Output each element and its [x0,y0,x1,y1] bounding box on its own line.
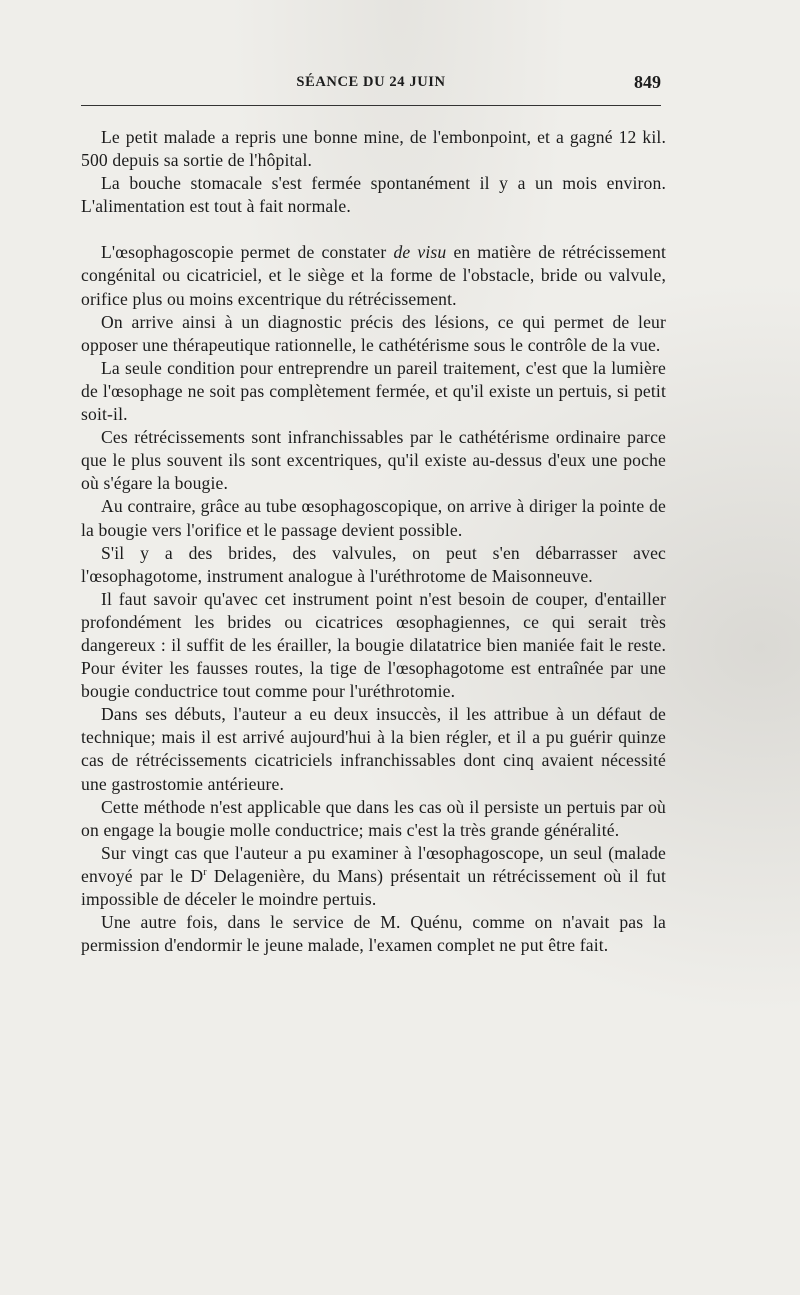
paragraph-text: Delagenière, du Mans) présentait un rétrécissement où il fut impossible de déceler le moindre pertuis. [81,865,666,909]
paragraph-text: Sur vingt cas que l'auteur a pu examiner à l'œsophagoscope, un seul (malade envoyé par le D [81,842,666,886]
header-rule [81,105,661,106]
paragraph: On arrive ainsi à un diagnostic précis des lésions, ce qui permet de leur opposer une thérapeutique rationnelle, le cathétérisme sous le contrôle de la vue. [81,311,666,355]
page-header [81,68,661,102]
paragraph: Il faut savoir qu'avec cet instrument point n'est besoin de couper, d'entailler profondément les brides ou cicatrices œsophagiennes, ce qui serait très dangereux : il suffit de les érailler, la bougie dilatatrice bien maniée fait le reste. Pour éviter les fausses routes, la tige de l'œsophagotome est entraînée par une bougie conductrice tout comme pour l'uréthrotomie. [81,588,666,702]
paragraph: Le petit malade a repris une bonne mine, de l'embonpoint, et a gagné 12 kil. 500 depuis sa sortie de l'hôpital. [81,127,666,171]
paragraph: La seule condition pour entreprendre un pareil traitement, c'est que la lumière de l'œsophage ne soit pas complètement fermée, et qu'il existe un pertuis, si petit soit-il. [81,357,666,425]
italic-term: de visu [393,242,447,263]
paragraph: Dans ses débuts, l'auteur a eu deux insuccès, il les attribue à un défaut de technique; mais il est arrivé aujourd'hui à la bien régler, et il a pu guérir quinze cas de rétrécissements cicatriciels infranchissables dont cinq avaient nécessité une gastrostomie antérieure. [81,704,666,794]
paragraph: Une autre fois, dans le service de M. Quénu, comme on n'avait pas la permission d'endormir le jeune malade, l'examen complet ne put être fait. [81,912,666,956]
paragraph: Cette méthode n'est applicable que dans les cas où il persiste un pertuis par où on engage la bougie molle conductrice; mais c'est la très grande généralité. [81,796,666,840]
paragraph-text: en matière de rétrécissement congénital ou cicatriciel, et le siège et la forme de l'obstacle, bride ou valvule, orifice plus ou moins excentrique du rétrécissement. [81,242,666,309]
superscript: r [203,867,207,879]
paragraph-text: L'œsophagoscopie permet de constater [101,242,394,263]
page-number: 849 [634,72,661,92]
paragraph: Ces rétrécissements sont infranchissables par le cathétérisme ordinaire parce que le plus souvent ils sont excentriques, qu'il existe au-dessus d'eux une poche où s'égare la bougie. [81,427,666,494]
paragraph: Au contraire, grâce au tube œsophagoscopique, on arrive à diriger la pointe de la bougie vers l'orifice et le passage devient possible. [81,496,666,540]
paragraph [81,842,666,911]
running-title: SÉANCE DU 24 JUIN [296,74,446,90]
paragraph: S'il y a des brides, des valvules, on peut s'en débarrasser avec l'œsophagotome, instrument analogue à l'uréthrotome de Maisonneuve. [81,542,666,586]
body-text [81,126,666,957]
paragraph [81,241,666,310]
paragraph: La bouche stomacale s'est fermée spontanément il y a un mois environ. L'alimentation est tout à fait normale. [81,173,666,217]
